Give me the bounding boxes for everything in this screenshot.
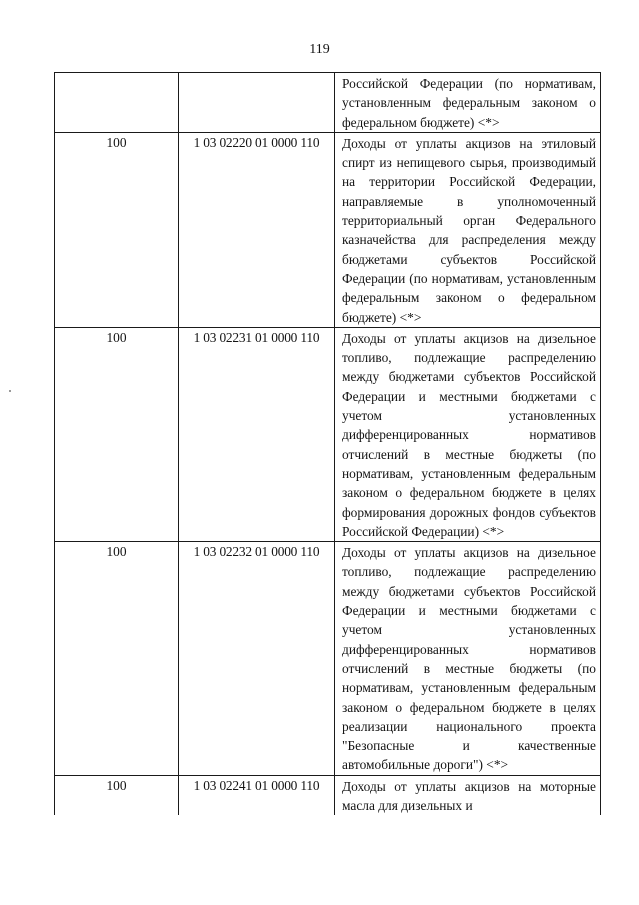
revenue-name-text: Доходы от уплаты акцизов на дизельное топливо, подлежащие распределению между бюджетами субъектов Российской Федерации и местными бюджетами с учетом установленных дифференцированных нормативов отчислений в местные бюджеты (по нормативам, установленным федеральным законом о федеральном бюджете в целях формирования дорожных фондов субъектов Российской Федерации) <*> <box>342 330 596 539</box>
revenue-name-text: Доходы от уплаты акцизов на моторные масла для дизельных и <box>342 778 596 813</box>
scan-margin-mark <box>9 390 11 392</box>
admin-code-cell: 100 <box>55 542 179 776</box>
revenue-name-cell <box>335 132 601 327</box>
budget-classification-code-cell: 1 03 02241 01 0000 110 <box>179 775 335 815</box>
budget-classification-code-cell: 1 03 02231 01 0000 110 <box>179 327 335 541</box>
table-row <box>55 132 601 327</box>
budget-classification-code-cell <box>179 73 335 133</box>
admin-code-cell: 100 <box>55 775 179 815</box>
revenue-name-cell <box>335 73 601 133</box>
revenue-codes-table <box>54 72 601 815</box>
revenue-name-cell <box>335 775 601 815</box>
admin-code-cell <box>55 73 179 133</box>
page-number: 119 <box>309 42 330 57</box>
revenue-name-text: Доходы от уплаты акцизов на дизельное топливо, подлежащие распределению между бюджетами субъектов Российской Федерации и местными бюджетами с учетом установленных дифференцированных нормативов отчислений в местные бюджеты (по нормативам, установленным федеральным законом о федеральном бюджете в целях реализации национального проекта "Безопасные и качественные автомобильные дороги") <*> <box>342 545 596 773</box>
revenue-name-cell <box>335 542 601 776</box>
budget-classification-code-cell: 1 03 02220 01 0000 110 <box>179 132 335 327</box>
admin-code-cell: 100 <box>55 327 179 541</box>
revenue-name-cell <box>335 327 601 541</box>
table-row <box>55 775 601 815</box>
revenue-name-text: Российской Федерации (по нормативам, установленным федеральным законом о федеральном бюджете) <*> <box>342 76 596 130</box>
page-bottom-margin <box>54 851 594 905</box>
revenue-name-text: Доходы от уплаты акцизов на этиловый спирт из непищевого сырья, производимый на территории Российской Федерации, направляемые в уполномоченный территориальный орган Федерального казначейства для распределения между бюджетами субъектов Российской Федерации (по нормативам, установленным федеральным законом о федеральном бюджете) <*> <box>342 135 596 325</box>
budget-classification-code-cell: 1 03 02232 01 0000 110 <box>179 542 335 776</box>
admin-code-cell: 100 <box>55 132 179 327</box>
table-row <box>55 542 601 776</box>
table-row <box>55 327 601 541</box>
table-row <box>55 73 601 133</box>
